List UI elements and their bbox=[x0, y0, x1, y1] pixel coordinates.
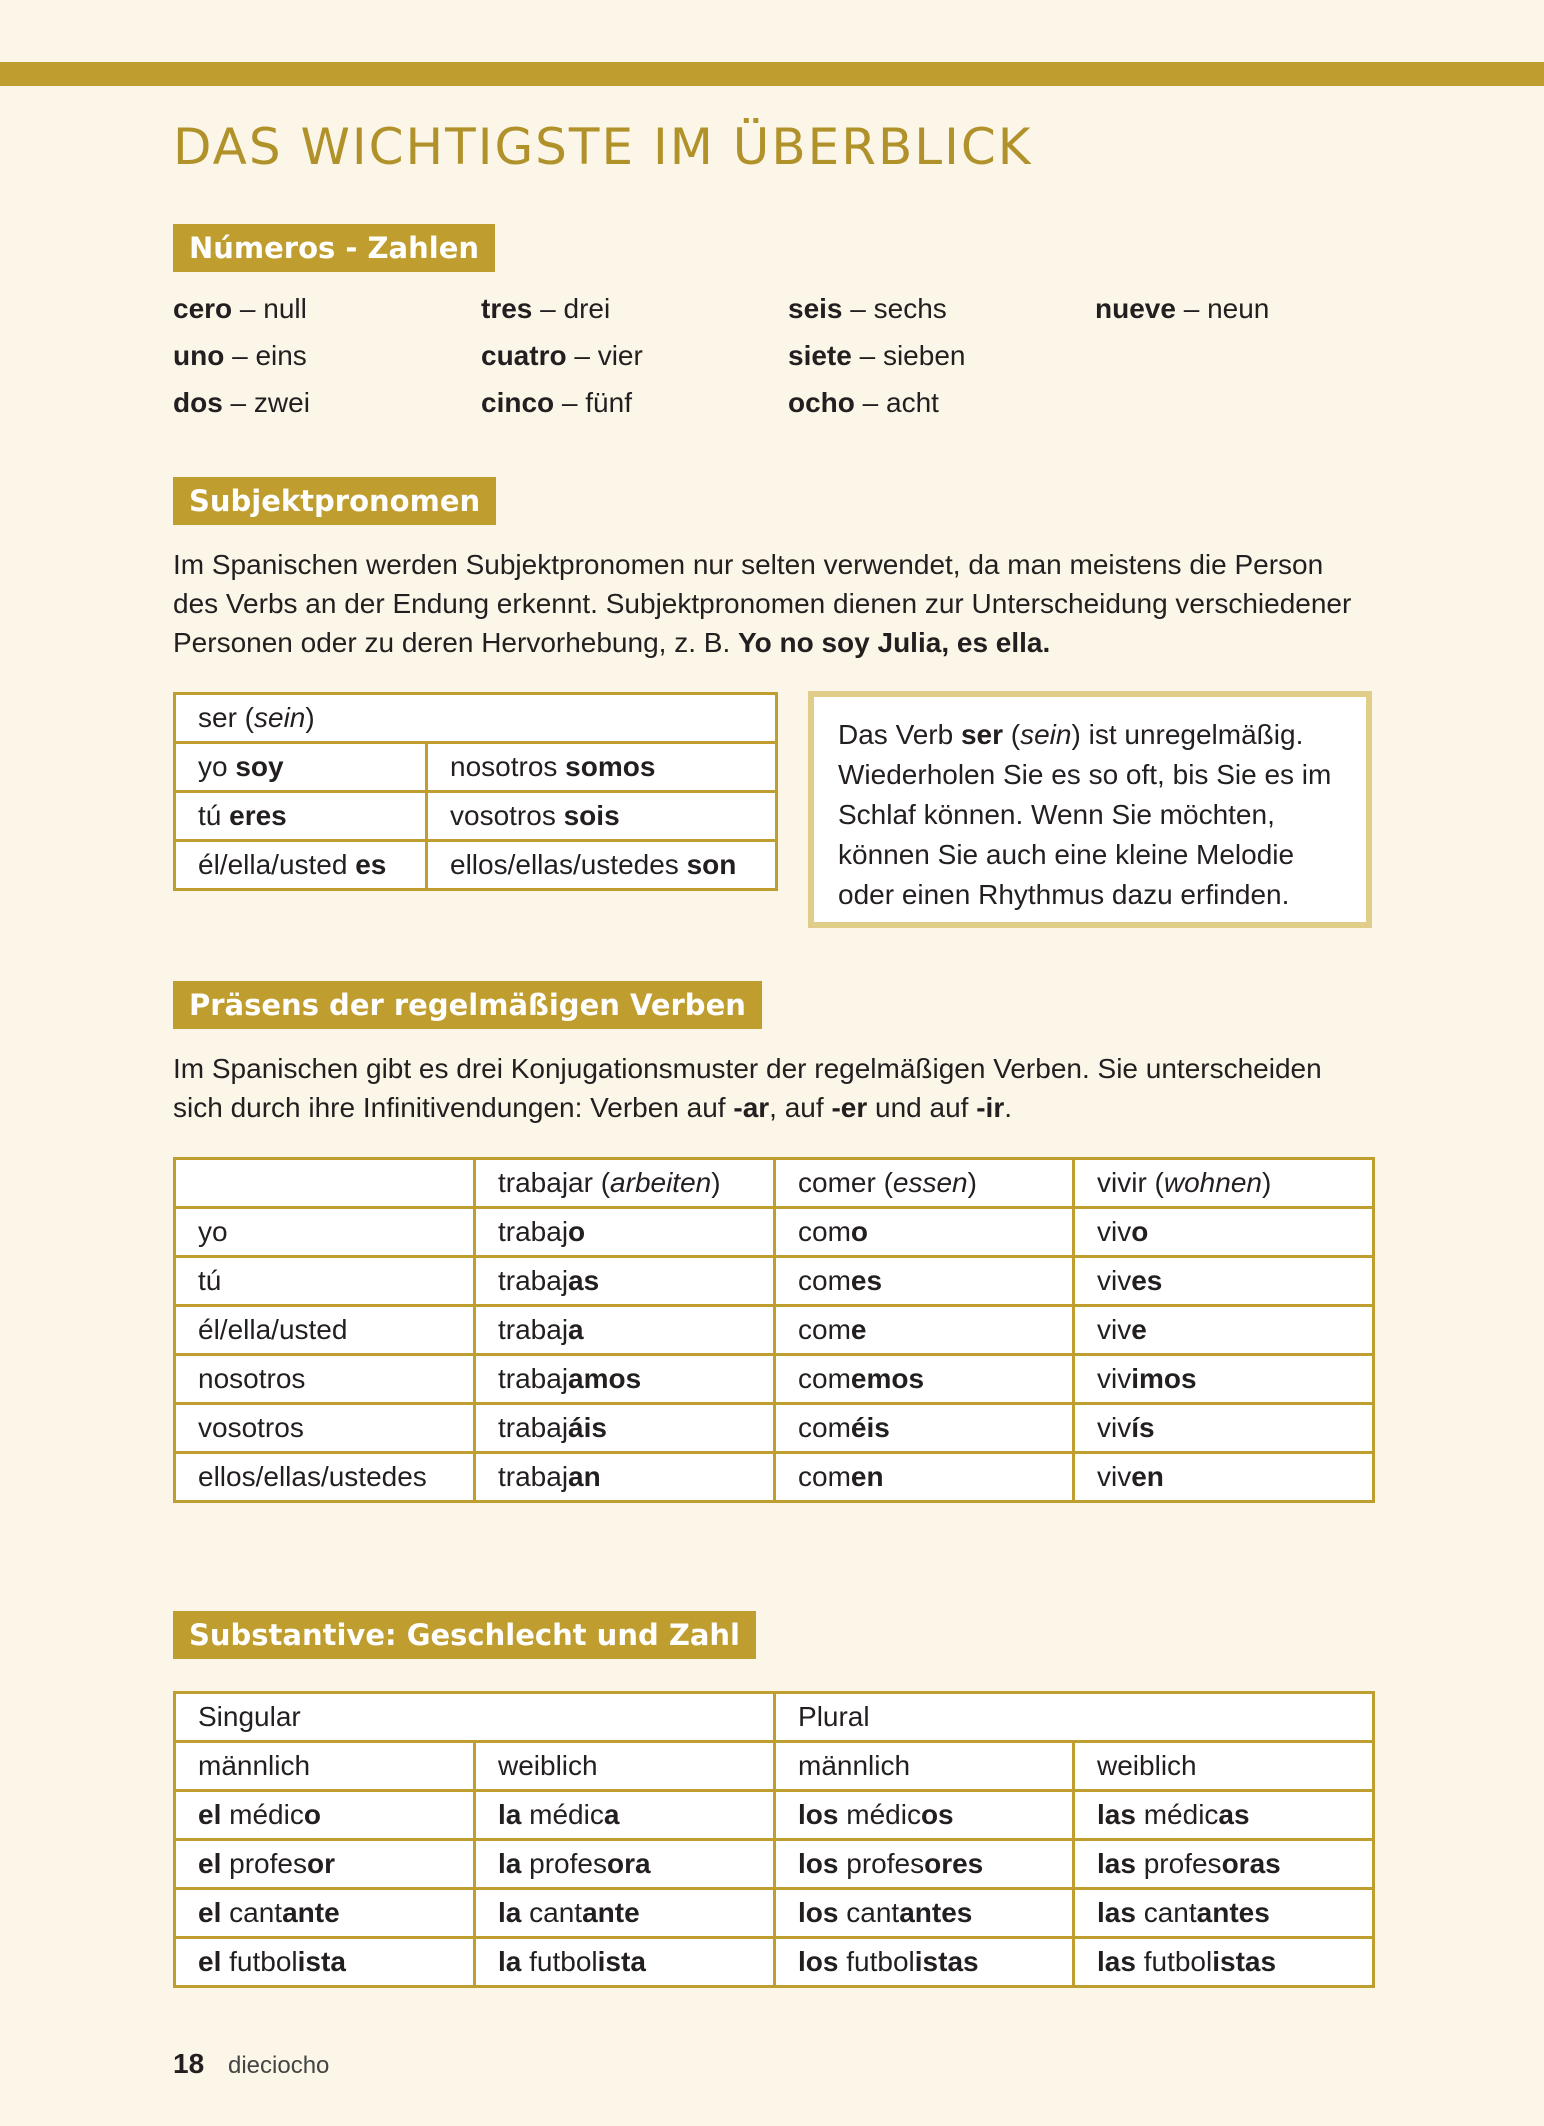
pronoun: ellos/ellas/ustedes bbox=[450, 849, 687, 880]
number-spanish: nueve bbox=[1095, 293, 1176, 324]
person-cell: vosotros bbox=[175, 1404, 475, 1453]
number-item bbox=[173, 339, 307, 373]
number-spanish: cinco bbox=[481, 387, 555, 418]
pronoun: yo bbox=[198, 751, 236, 782]
noun-stem: médic bbox=[838, 1799, 921, 1830]
article: el bbox=[198, 1848, 222, 1879]
verb-ending: an bbox=[568, 1461, 601, 1492]
number-spanish: tres bbox=[481, 293, 533, 324]
ending-ar: -ar bbox=[733, 1092, 770, 1123]
singular-header: Singular bbox=[175, 1693, 775, 1742]
verb-stem: com bbox=[798, 1314, 851, 1345]
number-german: – fünf bbox=[554, 387, 632, 418]
table-cell bbox=[1074, 1840, 1374, 1889]
table-cell bbox=[1074, 1208, 1374, 1257]
noun-ending: istas bbox=[1212, 1946, 1277, 1977]
table-header-row bbox=[175, 694, 777, 743]
verb-ending: o bbox=[568, 1216, 586, 1247]
table-cell bbox=[775, 1306, 1074, 1355]
verb-name: vivir bbox=[1097, 1167, 1147, 1198]
verb-translation: sein bbox=[254, 702, 306, 733]
table-cell bbox=[775, 1791, 1074, 1840]
table-row bbox=[175, 1938, 1374, 1987]
table-row bbox=[175, 1355, 1374, 1404]
noun-ending: os bbox=[920, 1799, 954, 1830]
table-row bbox=[175, 743, 777, 792]
gender-header: weiblich bbox=[1074, 1742, 1374, 1791]
noun-stem: cant bbox=[221, 1897, 283, 1928]
verb-ending: emos bbox=[850, 1363, 925, 1394]
number-german: – eins bbox=[224, 340, 307, 371]
number-german: – null bbox=[232, 293, 307, 324]
noun-ending: antes bbox=[1196, 1897, 1270, 1928]
table-row bbox=[175, 1257, 1374, 1306]
number-german: – drei bbox=[532, 293, 611, 324]
person-cell: nosotros bbox=[175, 1355, 475, 1404]
section-heading-substantive: Substantive: Geschlecht und Zahl bbox=[173, 1611, 756, 1659]
table-cell bbox=[775, 1889, 1074, 1938]
article: la bbox=[498, 1799, 522, 1830]
table-header-cell: vivir (wohnen) bbox=[1074, 1159, 1374, 1208]
table-cell bbox=[475, 1208, 775, 1257]
number-spanish: ocho bbox=[788, 387, 855, 418]
number-item bbox=[481, 292, 610, 326]
noun-stem: médic bbox=[1135, 1799, 1219, 1830]
verb-stem: com bbox=[798, 1363, 851, 1394]
person-cell: yo bbox=[175, 1208, 475, 1257]
article: las bbox=[1097, 1946, 1136, 1977]
table-cell bbox=[775, 1404, 1074, 1453]
verb-stem: com bbox=[798, 1265, 851, 1296]
table-cell bbox=[475, 1306, 775, 1355]
noun-stem: futbol bbox=[521, 1946, 598, 1977]
table-cell bbox=[1074, 1938, 1374, 1987]
noun-stem: cant bbox=[1135, 1897, 1197, 1928]
table-cell bbox=[1074, 1791, 1374, 1840]
plural-header: Plural bbox=[775, 1693, 1374, 1742]
praesens-paragraph bbox=[173, 1049, 1373, 1127]
verb-ending: áis bbox=[568, 1412, 607, 1443]
paragraph-text: , auf bbox=[769, 1092, 832, 1123]
tip-verb: ser bbox=[960, 719, 1003, 750]
noun-stem: profes bbox=[221, 1848, 307, 1879]
table-cell bbox=[1074, 1257, 1374, 1306]
table-cell bbox=[1074, 1889, 1374, 1938]
noun-stem: futbol bbox=[221, 1946, 298, 1977]
nouns-table bbox=[173, 1691, 1375, 1988]
verb-form: sois bbox=[563, 800, 620, 831]
verb-translation: essen bbox=[892, 1167, 968, 1198]
verb-ending: éis bbox=[850, 1412, 890, 1443]
verb-translation: arbeiten bbox=[610, 1167, 712, 1198]
verb-ending: o bbox=[850, 1216, 869, 1247]
article: el bbox=[198, 1946, 222, 1977]
table-cell bbox=[775, 1257, 1074, 1306]
tip-translation: sein bbox=[1020, 719, 1072, 750]
number-spanish: seis bbox=[788, 293, 843, 324]
table-cell bbox=[475, 1453, 775, 1502]
noun-ending: antes bbox=[899, 1897, 973, 1928]
gender-header: männlich bbox=[775, 1742, 1074, 1791]
verb-name: ser bbox=[198, 702, 237, 733]
verb-stem: trabaj bbox=[498, 1461, 569, 1492]
verb-form: soy bbox=[235, 751, 284, 782]
table-row bbox=[175, 1208, 1374, 1257]
table-cell bbox=[775, 1938, 1074, 1987]
verb-stem: viv bbox=[1097, 1314, 1132, 1345]
noun-stem: futbol bbox=[1135, 1946, 1213, 1977]
article: las bbox=[1097, 1848, 1136, 1879]
table-row bbox=[175, 1840, 1374, 1889]
table-cell bbox=[1074, 1404, 1374, 1453]
table-row bbox=[175, 1306, 1374, 1355]
table-row bbox=[175, 1453, 1374, 1502]
table-cell bbox=[475, 1791, 775, 1840]
number-german: – vier bbox=[566, 340, 643, 371]
table-cell bbox=[475, 1355, 775, 1404]
table-row bbox=[175, 841, 777, 890]
verb-conjugation-table bbox=[173, 1157, 1375, 1503]
table-row bbox=[175, 1404, 1374, 1453]
verb-stem: com bbox=[798, 1412, 851, 1443]
table-header-cell bbox=[175, 1159, 475, 1208]
table-header-cell: trabajar (arbeiten) bbox=[475, 1159, 775, 1208]
table-cell bbox=[775, 1208, 1074, 1257]
noun-stem: profes bbox=[838, 1848, 925, 1879]
article: la bbox=[498, 1848, 522, 1879]
verb-stem: trabaj bbox=[498, 1363, 569, 1394]
page-title: DAS WICHTIGSTE IM ÜBERBLICK bbox=[173, 118, 1033, 176]
section-heading-pronomen: Subjektpronomen bbox=[173, 477, 496, 525]
paragraph-text: und auf bbox=[867, 1092, 977, 1123]
noun-stem: médic bbox=[221, 1799, 304, 1830]
table-cell bbox=[475, 1889, 775, 1938]
paragraph-text: Im Spanischen gibt es drei Konjugationsmuster der regelmäßigen Verben. Sie unterscheiden sich durch ihre Infinitivendungen: Verben auf bbox=[173, 1053, 1322, 1123]
paragraph-text: . bbox=[1004, 1092, 1012, 1123]
verb-form: es bbox=[355, 849, 387, 880]
table-row bbox=[175, 1889, 1374, 1938]
table-cell bbox=[775, 1355, 1074, 1404]
gender-header: männlich bbox=[175, 1742, 475, 1791]
noun-stem: futbol bbox=[838, 1946, 915, 1977]
article: los bbox=[798, 1897, 839, 1928]
number-item bbox=[788, 292, 947, 326]
table-cell bbox=[475, 1840, 775, 1889]
person-cell: él/ella/usted bbox=[175, 1306, 475, 1355]
number-german: – neun bbox=[1175, 293, 1270, 324]
number-spanish: uno bbox=[173, 340, 225, 371]
verb-ending: as bbox=[568, 1265, 600, 1296]
ending-er: -er bbox=[831, 1092, 868, 1123]
noun-stem: médic bbox=[521, 1799, 604, 1830]
number-spanish: siete bbox=[788, 340, 852, 371]
table-cell bbox=[427, 841, 777, 890]
number-item bbox=[173, 386, 310, 420]
noun-ending: o bbox=[303, 1799, 321, 1830]
table-cell bbox=[175, 743, 427, 792]
noun-ending: ista bbox=[297, 1946, 346, 1977]
table-cell bbox=[775, 1453, 1074, 1502]
page-number: 18 bbox=[173, 2048, 205, 2079]
table-header-row bbox=[175, 1159, 1374, 1208]
verb-ending: ís bbox=[1131, 1412, 1155, 1443]
noun-ending: ora bbox=[606, 1848, 651, 1879]
number-spanish: cuatro bbox=[481, 340, 567, 371]
table-cell bbox=[175, 841, 427, 890]
tip-box: Das Verb ser (sein) ist unregelmäßig. Wiederholen Sie es so oft, bis Sie es im Schlaf können. Wenn Sie möchten, können Sie auch eine kleine Melodie oder einen Rhythmus dazu erfinden. bbox=[808, 691, 1372, 928]
article: los bbox=[798, 1848, 839, 1879]
noun-stem: profes bbox=[1135, 1848, 1222, 1879]
noun-stem: cant bbox=[521, 1897, 583, 1928]
verb-form: eres bbox=[229, 800, 287, 831]
number-german: – acht bbox=[854, 387, 939, 418]
table-header-cell: ser (sein) bbox=[175, 694, 777, 743]
number-german: – zwei bbox=[222, 387, 310, 418]
table-row bbox=[175, 792, 777, 841]
noun-stem: cant bbox=[838, 1897, 900, 1928]
table-cell bbox=[175, 792, 427, 841]
verb-stem: trabaj bbox=[498, 1314, 569, 1345]
verb-stem: viv bbox=[1097, 1461, 1132, 1492]
table-cell bbox=[475, 1938, 775, 1987]
table-cell bbox=[427, 792, 777, 841]
verb-ending: imos bbox=[1131, 1363, 1197, 1394]
noun-ending: ores bbox=[924, 1848, 984, 1879]
pronoun: vosotros bbox=[450, 800, 564, 831]
verb-ending: e bbox=[850, 1314, 867, 1345]
article: el bbox=[198, 1897, 222, 1928]
table-cell bbox=[1074, 1355, 1374, 1404]
article: los bbox=[798, 1946, 839, 1977]
number-item bbox=[481, 386, 632, 420]
table-header-row bbox=[175, 1693, 1374, 1742]
top-accent-bar bbox=[0, 62, 1544, 86]
verb-stem: com bbox=[798, 1216, 851, 1247]
pronoun: nosotros bbox=[450, 751, 566, 782]
table-subheader-row bbox=[175, 1742, 1374, 1791]
verb-stem: trabaj bbox=[498, 1412, 569, 1443]
noun-ending: istas bbox=[914, 1946, 979, 1977]
verb-stem: viv bbox=[1097, 1265, 1132, 1296]
verb-name: comer bbox=[798, 1167, 876, 1198]
number-item bbox=[788, 386, 939, 420]
table-cell bbox=[475, 1404, 775, 1453]
number-item bbox=[788, 339, 965, 373]
ending-ir: -ir bbox=[976, 1092, 1005, 1123]
verb-ending: en bbox=[850, 1461, 884, 1492]
pronomen-paragraph bbox=[173, 545, 1373, 662]
verb-form: somos bbox=[565, 751, 656, 782]
verb-form: son bbox=[686, 849, 737, 880]
section-heading-numeros: Números - Zahlen bbox=[173, 224, 495, 272]
pronoun: tú bbox=[198, 800, 230, 831]
article: las bbox=[1097, 1799, 1136, 1830]
verb-name: trabajar bbox=[498, 1167, 593, 1198]
table-cell bbox=[175, 1791, 475, 1840]
noun-stem: profes bbox=[521, 1848, 607, 1879]
person-cell: ellos/ellas/ustedes bbox=[175, 1453, 475, 1502]
page-number-word: dieciocho bbox=[228, 2052, 330, 2079]
noun-ending: or bbox=[306, 1848, 335, 1879]
number-item bbox=[481, 339, 643, 373]
article: la bbox=[498, 1946, 522, 1977]
table-cell bbox=[775, 1840, 1074, 1889]
article: los bbox=[798, 1799, 839, 1830]
noun-ending: ante bbox=[282, 1897, 340, 1928]
verb-stem: viv bbox=[1097, 1412, 1132, 1443]
numbers-list bbox=[173, 292, 1413, 432]
verb-ending: e bbox=[1131, 1314, 1147, 1345]
verb-ending: o bbox=[1131, 1216, 1149, 1247]
table-cell bbox=[427, 743, 777, 792]
pronoun: él/ella/usted bbox=[198, 849, 356, 880]
noun-ending: as bbox=[1218, 1799, 1250, 1830]
number-item bbox=[1095, 292, 1269, 326]
number-spanish: cero bbox=[173, 293, 233, 324]
number-spanish: dos bbox=[173, 387, 223, 418]
paragraph-text: Im Spanischen werden Subjektpronomen nur selten verwendet, da man meistens die Person des Verbs an der Endung erkennt. Subjektpronomen dienen zur Unterscheidung verschiedener Personen oder zu deren Hervorhebung, z. B. bbox=[173, 549, 1352, 658]
table-header-cell: comer (essen) bbox=[775, 1159, 1074, 1208]
section-heading-praesens: Präsens der regelmäßigen Verben bbox=[173, 981, 762, 1029]
noun-ending: oras bbox=[1221, 1848, 1281, 1879]
verb-stem: viv bbox=[1097, 1363, 1132, 1394]
verb-ending: es bbox=[1131, 1265, 1163, 1296]
number-german: – sieben bbox=[851, 340, 966, 371]
verb-translation: wohnen bbox=[1163, 1167, 1262, 1198]
verb-ending: a bbox=[568, 1314, 584, 1345]
table-cell bbox=[175, 1889, 475, 1938]
article: el bbox=[198, 1799, 222, 1830]
person-cell: tú bbox=[175, 1257, 475, 1306]
noun-ending: ante bbox=[582, 1897, 640, 1928]
article: las bbox=[1097, 1897, 1136, 1928]
noun-ending: ista bbox=[597, 1946, 646, 1977]
gender-header: weiblich bbox=[475, 1742, 775, 1791]
table-cell bbox=[475, 1257, 775, 1306]
table-row bbox=[175, 1791, 1374, 1840]
table-cell bbox=[175, 1938, 475, 1987]
verb-stem: com bbox=[798, 1461, 851, 1492]
tip-text: ist unregelmäßig. Wiederholen Sie es so oft, bis Sie es im Schlaf können. Wenn Sie möchten, können Sie auch eine kleine Melodie oder einen Rhythmus dazu erfinden. bbox=[838, 719, 1332, 910]
number-german: – sechs bbox=[842, 293, 947, 324]
noun-ending: a bbox=[603, 1799, 620, 1830]
verb-stem: viv bbox=[1097, 1216, 1132, 1247]
article: la bbox=[498, 1897, 522, 1928]
tip-text: Das Verb bbox=[838, 719, 961, 750]
verb-stem: trabaj bbox=[498, 1265, 569, 1296]
verb-ending: en bbox=[1131, 1461, 1164, 1492]
table-cell bbox=[175, 1840, 475, 1889]
ser-conjugation-table bbox=[173, 692, 778, 891]
verb-stem: trabaj bbox=[498, 1216, 569, 1247]
verb-ending: amos bbox=[568, 1363, 642, 1394]
number-item bbox=[173, 292, 307, 326]
verb-ending: es bbox=[850, 1265, 883, 1296]
table-cell bbox=[1074, 1306, 1374, 1355]
paragraph-example: Yo no soy Julia, es ella. bbox=[738, 627, 1051, 658]
table-cell bbox=[1074, 1453, 1374, 1502]
